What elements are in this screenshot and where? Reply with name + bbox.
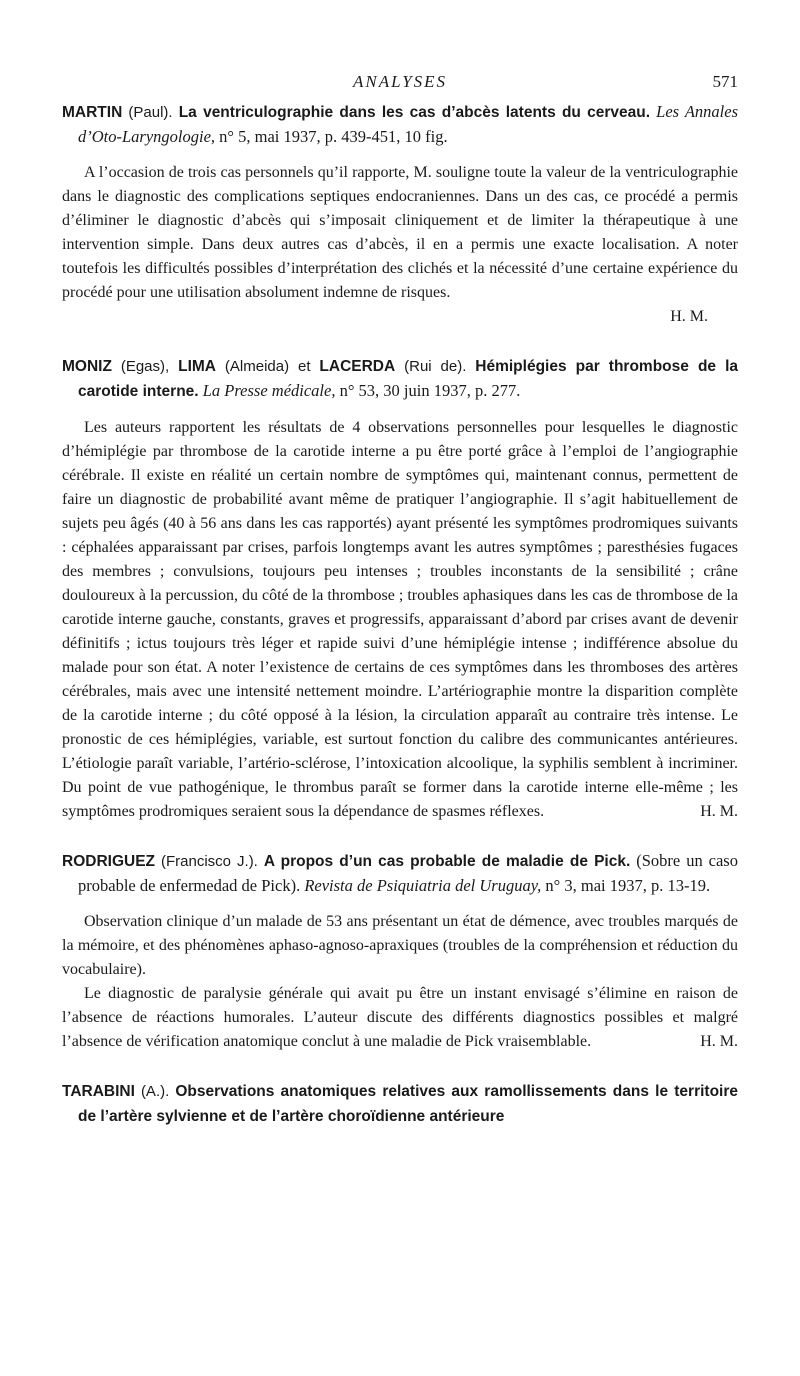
review-paragraph: Le diagnostic de paralysie générale qui avait pu être un instant envisagé s’élimine en raison de l’absence de réactions humorales. L’auteur discute des différents diagnostics possibles et malgré l’absence de vérification anatomique conclut à une maladie de Pick vraisemblable. H. M. <box>62 982 738 1054</box>
author-detail: (A.). <box>134 1083 176 1100</box>
author-name-2: LIMA <box>178 358 216 375</box>
reviews-column <box>62 100 738 1154</box>
review-entry-moniz <box>62 354 738 824</box>
author-detail: (Francisco J.). <box>155 853 264 870</box>
citation-ref: n° 3, mai 1937, p. 13-19. <box>541 876 711 895</box>
author-name: TARABINI <box>62 1083 135 1100</box>
article-title: Observations anatomiques relatives aux ramollissements dans le territoire de l’artère sylvienne et de l’artère choroïdienne antérieure <box>78 1083 738 1125</box>
citation-heading <box>62 354 738 404</box>
author-name: MARTIN <box>62 104 123 121</box>
citation-heading <box>62 100 738 149</box>
citation-ref: n° 53, 30 juin 1937, p. 277. <box>335 381 521 400</box>
article-title: A propos d’un cas probable de maladie de Pick. <box>263 853 631 870</box>
reviewer-signature: H. M. <box>700 803 738 820</box>
article-title: La ventriculographie dans les cas d’abcès latents du cerveau. <box>178 104 651 121</box>
running-head <box>62 72 738 98</box>
author-detail: (Egas), <box>111 358 179 375</box>
running-title: ANALYSES <box>352 72 448 91</box>
citation-heading <box>62 849 738 898</box>
reviewer-signature: H. M. <box>700 1033 738 1050</box>
author-name: RODRIGUEZ <box>62 853 155 870</box>
citation-heading <box>62 1079 738 1129</box>
citation-ref: n° 5, mai 1937, p. 439-451, 10 fig. <box>215 127 448 146</box>
article-title: Hémiplégies par thrombose de la carotide interne. <box>78 358 739 400</box>
journal-name: Revista de Psiquiatria del Uruguay, <box>300 876 542 895</box>
review-entry-rodriguez <box>62 849 738 1054</box>
review-paragraph: Observation clinique d’un malade de 53 ans présentant un état de démence, avec troubles marqués de la mémoire, et des phénomènes aphaso-agnoso-apraxiques (troubles de la compréhension et réduction du vocabulaire). <box>62 913 738 978</box>
page-number: 571 <box>712 72 738 91</box>
author-detail: (Paul). <box>122 104 179 121</box>
author-detail-3: (Rui de). <box>395 358 476 375</box>
article-subtitle: (Sobre un caso probable de enfermedad de Pick). <box>78 851 738 895</box>
review-entry-tarabini <box>62 1079 738 1129</box>
author-detail-2: (Almeida) et <box>216 358 320 375</box>
author-name-3: LACERDA <box>319 358 396 375</box>
journal-name: La Presse médicale, <box>198 381 336 400</box>
review-paragraph: A l’occasion de trois cas personnels qu’il rapporte, M. souligne toute la valeur de la ventriculographie dans le diagnostic des complications septiques endocraniennes. Dans un des cas, ce procédé a permis d’éliminer le diagnostic d’abcès qui s’imposait cliniquement et de limiter la thérapeutique à une intervention simple. Dans deux autres cas d’abcès, il en a permis une exacte localisation. A noter toutefois les difficultés possibles d’interprétation des clichés et la nécessité d’une certaine expérience du procédé pour une utilisation absolument indemne de risques. <box>62 164 738 301</box>
author-name: MONIZ <box>62 358 112 375</box>
reviewer-signature: H. M. <box>670 308 708 325</box>
review-paragraph: Les auteurs rapportent les résultats de 4 observations personnelles pour lesquelles le diagnostic d’hémiplégie par thrombose de la carotide interne a pu être porté grâce à l’emploi de l’angiographie cérébrale. Il existe en réalité un certain nombre de symptômes qui, maintenant connus, permettent de faire un diagnostic de probabilité avant même de pratiquer l’angiographie. Il s’agit habituellement de sujets peu âgés (40 à 56 ans dans les cas rapportés) ayant présenté les symptômes prodromiques suivants : céphalées apparaissant par crises, parfois longtemps avant les autres symptômes ; paresthésies fugaces des membres ; convulsions, toujours peu intenses ; troubles inconstants de la sensibilité ; crâne douloureux à la percussion, du côté de la thrombose ; troubles aphasiques dans les cas de thrombose de la carotide interne gauche, constants, graves et progressifs, apparaissant d’abord par crises avant de devenir définitifs ; ictus toujours très léger et rapide suivi d’une hémiplégie intense ; indifférence absolue du malade pour son état. A noter l’existence de certains de ces symptômes dans les thromboses des artères cérébrales, mais avec une intensité nettement moindre. L’artériographie montre la disparition complète de la carotide interne ; du côté opposé à la lésion, la circulation apparaît au contraire très intense. Le pronostic de ces hémiplégies, variable, est surtout fonction du calibre des communicantes antérieures. L’étiologie paraît variable, l’artério-sclérose, l’intoxication alcoolique, la syphilis semblent à incriminer. Du point de vue pathogénique, le thrombus paraît se former dans la carotide interne elle-même ; les symptômes prodromiques seraient sous la dépendance de spasmes réflexes. H. M. <box>62 416 738 824</box>
journal-name: Les Annales d’Oto-Laryngologie, <box>78 102 739 146</box>
review-entry-martin <box>62 100 738 329</box>
